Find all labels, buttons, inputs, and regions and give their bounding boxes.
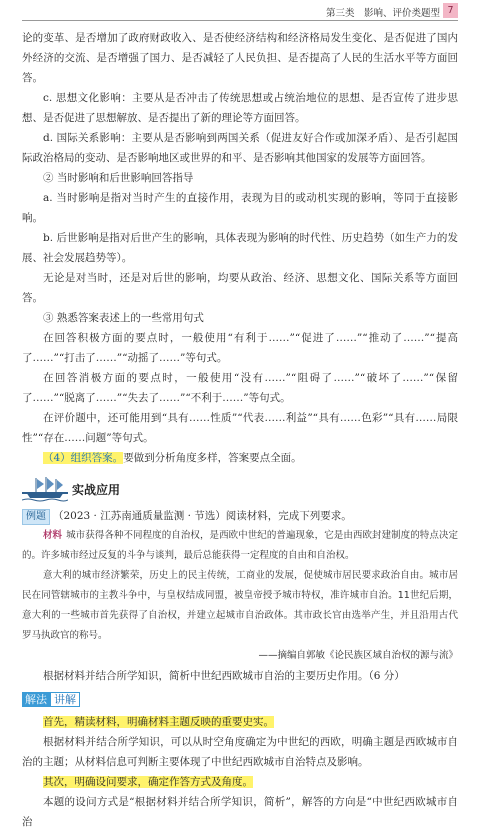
example-question [22,506,458,526]
page-number: 7 [443,3,458,18]
example-tag: 例题 [22,509,50,525]
material-text: 城市获得各种不同程度的自治权，是西欧中世纪的普遍现象，它是由西欧封建制度的特点决定的。许多城市经过反复的斗争与谈判，最后总能获得一定程度的自由和自治权。 [22,530,458,561]
paragraph: b. 后世影响是指对后世产生的影响，具体表现为影响的时代性、历史趋势（如生产力的发展、社会发展趋势等）。 [22,232,458,264]
paragraph-text: 要做到分析角度多样，答案要点全面。 [123,452,302,464]
highlighted-step: 其次，明确设问要求，确定作答方式及角度。 [43,776,253,788]
paragraph: 在回答积极方面的要点时，一般使用“有利于……”“促进了……”“推动了……”“提高了……”“打击了……”“动摇了……”等句式。 [22,332,458,364]
question-prompt: 根据材料并结合所学知识，简析中世纪西欧城市自治的主要历史作用。（6 分） [43,670,405,682]
paragraph: c. 思想文化影响：主要从是否冲击了传统思想或占统治地位的思想、是否宣传了进步思想、是否促进了思想解放、是否提出了新的理论等方面回答。 [22,92,458,124]
explanation-tag-b: 讲解 [50,692,80,707]
explanation-tag-a: 解法 [22,692,50,707]
highlighted-step: （4）组织答案。 [43,452,124,464]
subheading: ② 当时影响和后世影响回答指导 [43,172,194,184]
material-paragraph [22,526,458,566]
section-heading [22,474,458,504]
paragraph: 本题的设问方式是“根据材料并结合所学知识，简析”，解答的方向是“中世纪西欧城市自治 [22,796,458,828]
paragraph [22,448,458,468]
page-header [0,0,480,20]
paragraph: d. 国际关系影响：主要从是否影响到两国关系（促进友好合作或加深矛盾）、是否引起国际政治格局的变动、是否影响地区或世界的和平、是否影响其他国家的发展等方面回答。 [22,132,458,164]
paragraph: 根据材料并结合所学知识，可以从时空角度确定为中世纪的西欧，明确主题是西欧城市自治的主题；从材料信息可判断主要体现了中世纪西欧城市自治特点及影响。 [22,736,458,768]
material-paragraph: 意大利的城市经济繁荣，历史上的民主传统，工商业的发展，促使城市居民要求政治自由。城市居民在同管辖城市的主教斗争中，与皇权结成同盟，被皇帝授予城市特权，准许城市自治。11世纪后期，意大利的一些城市首先获得了自治权，并建立起城市自治政体。其市政长官由选举产生，并且沿用古代罗马执政官的称号。 [22,570,458,641]
explanation-tag [22,692,80,708]
example-intro: （2023 · 江苏南通质量监测 · 节选）阅读材料，完成下列要求。 [53,510,352,522]
paragraph: 论的变革、是否增加了政府财政收入、是否使经济结构和经济格局发生变化、是否促进了国内外经济的交流、是否增强了国力、是否减轻了人民负担、是否提高了人民的生活水平等方面回答。 [22,32,458,84]
paragraph: 在评价题中，还可能用到“具有……性质”“代表……利益”“具有……色彩”“具有……局限性”“存在……问题”等句式。 [22,412,458,444]
paragraph: 在回答消极方面的要点时，一般使用“没有……”“阻碍了……”“破坏了……”“保留了……”“脱离了……”“失去了……”“不利于……”等句式。 [22,372,458,404]
header-divider [22,20,458,21]
highlighted-step: 首先，精读材料，明确材料主题反映的重要史实。 [43,716,274,728]
subheading: ③ 熟悉答案表述上的一些常用句式 [43,312,204,324]
material-label: 材料 [43,530,63,541]
section-title: 实战应用 [72,483,121,497]
page-content [22,28,458,832]
paragraph: 无论是对当时，还是对后世的影响，均要从政治、经济、思想文化、国际关系等方面回答。 [22,272,458,304]
explanation-step [22,772,458,792]
ship-icon [22,476,68,502]
explanation-step [22,712,458,732]
material-source: ——摘编自郭敏《论民族区域自治权的源与流》 [258,650,458,661]
header-section-title: 第三类 影响、评价类题型 [325,8,440,19]
paragraph: a. 当时影响是指对当时产生的直接作用，表现为目的或动机实现的影响，等同于直接影响。 [22,192,458,224]
